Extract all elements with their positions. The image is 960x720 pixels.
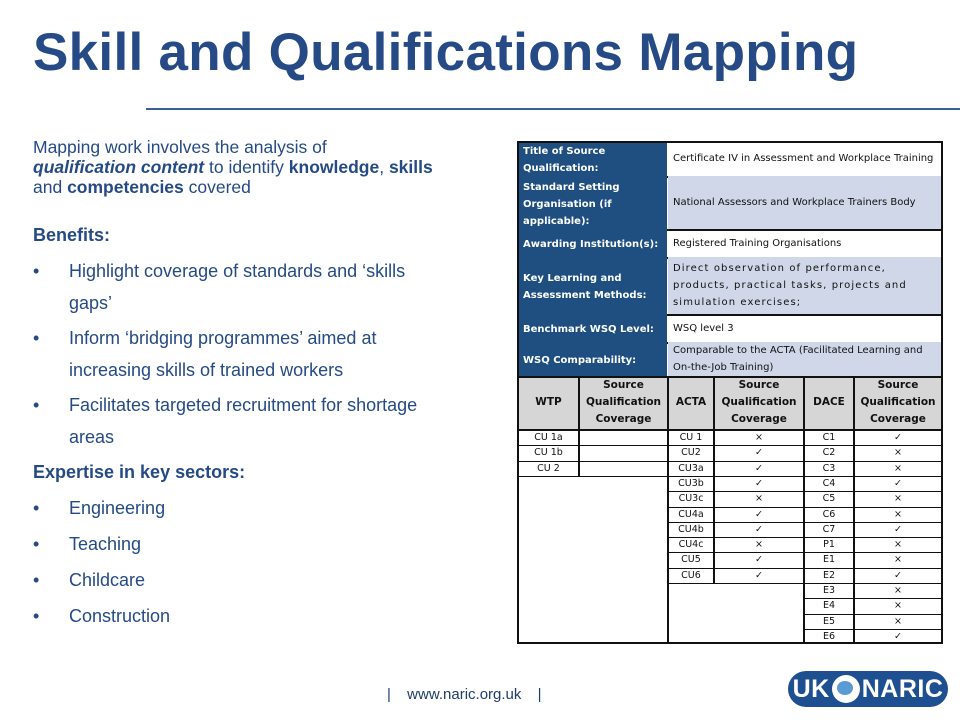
cross-icon: × — [894, 508, 902, 520]
cross-icon: × — [894, 600, 902, 612]
cross-icon: × — [755, 432, 763, 443]
row-value: Certificate IV in Assessment and Workplace Training — [673, 153, 934, 164]
acta-code: CU6 — [681, 569, 701, 581]
cross-icon: × — [894, 462, 902, 474]
cross-icon: × — [755, 539, 763, 551]
acta-code: CU2 — [681, 447, 701, 459]
benefits-heading: Benefits: — [33, 225, 111, 245]
intro-keyword: skills — [388, 157, 433, 177]
bullet-icon: • — [33, 498, 40, 518]
benefit-item — [33, 389, 453, 453]
check-icon: ✓ — [894, 477, 902, 489]
grid-line — [517, 376, 943, 378]
dace-code: P1 — [823, 539, 835, 551]
page-title: Skill and Qualifications Mapping — [33, 23, 859, 82]
globe-icon — [832, 675, 860, 703]
intro-keyword: competencies — [67, 177, 184, 197]
acta-code: CU4a — [678, 508, 704, 520]
sector-text: Engineering — [69, 498, 166, 518]
acta-code: CU4b — [678, 523, 704, 535]
col-header-coverage: Source Qualification Coverage — [580, 376, 667, 429]
wtp-code: CU 2 — [537, 462, 560, 474]
check-icon: ✓ — [755, 462, 763, 474]
acta-code: CU3a — [678, 462, 704, 474]
cross-icon: × — [894, 615, 902, 627]
footer — [375, 686, 554, 703]
bullet-icon: • — [33, 606, 40, 626]
acta-code: CU3b — [678, 477, 704, 489]
cross-icon: × — [894, 493, 902, 505]
dace-code: E6 — [822, 630, 836, 642]
check-icon: ✓ — [755, 554, 763, 566]
intro-part: Mapping work involves the analysis of — [33, 137, 327, 157]
sectors-heading: Expertise in key sectors: — [33, 462, 246, 482]
intro-part: , — [379, 157, 389, 177]
benefit-text: Facilitates targeted recruitment for shortage areas — [69, 395, 418, 447]
table-row — [517, 141, 943, 178]
check-icon: ✓ — [755, 477, 763, 489]
dace-code: E3 — [822, 585, 836, 596]
check-icon: ✓ — [894, 432, 902, 443]
acta-code: CU5 — [681, 554, 701, 566]
cross-icon: × — [894, 585, 902, 596]
bullet-icon: • — [33, 261, 40, 281]
row-value: Registered Training Organisations — [673, 237, 842, 249]
dace-code: C2 — [822, 447, 836, 459]
row-value: National Assessors and Workplace Trainers Body — [668, 176, 943, 229]
check-icon: ✓ — [755, 508, 763, 520]
col-header-acta: ACTA — [669, 376, 713, 429]
row-label: Awarding Institution(s): — [517, 229, 667, 257]
col-header-coverage: Source Qualification Coverage — [715, 376, 803, 429]
uk-naric-logo — [788, 671, 948, 707]
footer-separator: | — [537, 686, 542, 703]
intro-keyword: knowledge — [288, 157, 380, 177]
dace-code: E5 — [822, 615, 836, 627]
dace-code: C5 — [822, 493, 836, 505]
benefit-item — [33, 255, 453, 319]
row-label: Title of Source Qualification: — [517, 141, 667, 176]
dace-code: C3 — [822, 462, 836, 474]
dace-code: C4 — [822, 477, 836, 489]
check-icon: ✓ — [894, 523, 902, 535]
title-divider — [146, 108, 960, 110]
cross-icon: × — [894, 447, 902, 459]
wtp-code: CU 1a — [534, 432, 563, 443]
row-label: Key Learning and Assessment Methods: — [517, 257, 667, 314]
benefit-text: Inform ‘bridging programmes’ aimed at increasing skills of trained workers — [69, 328, 377, 380]
intro-emphasis: qualification content — [33, 157, 205, 177]
dace-code: C1 — [822, 432, 836, 443]
sector-item — [33, 564, 473, 596]
cross-icon: × — [894, 539, 902, 551]
logo-text-right: NARIC — [861, 674, 944, 703]
row-value: Comparable to the ACTA (Facilitated Learning and On-the-Job Training) — [668, 342, 943, 376]
footer-separator: | — [387, 686, 391, 703]
footer-url-link[interactable]: www.naric.org.uk — [407, 686, 522, 703]
bullet-icon: • — [33, 395, 40, 415]
row-label: Benchmark WSQ Level: — [517, 314, 667, 342]
grid-line — [517, 476, 669, 477]
dace-code: C7 — [822, 523, 836, 535]
check-icon: ✓ — [755, 569, 763, 581]
table-row — [517, 342, 943, 378]
check-icon: ✓ — [894, 569, 902, 581]
grid-line — [578, 376, 580, 477]
intro-part: to identify — [204, 157, 289, 177]
table-row — [517, 314, 943, 344]
sector-text: Childcare — [69, 570, 146, 590]
acta-code: CU 1 — [679, 432, 703, 443]
dace-code: C6 — [822, 508, 836, 520]
row-value: WSQ level 3 — [673, 322, 734, 334]
table-row — [517, 229, 943, 259]
logo-text-left: UK — [792, 674, 830, 703]
row-label: WSQ Comparability: — [517, 342, 667, 376]
benefit-item — [33, 322, 453, 386]
wtp-code: CU 1b — [534, 447, 563, 459]
check-icon: ✓ — [755, 447, 763, 459]
bullet-icon: • — [33, 534, 40, 554]
col-header-dace: DACE — [805, 376, 853, 429]
col-header-coverage: Source Qualification Coverage — [855, 376, 941, 429]
acta-code: CU3c — [678, 493, 704, 505]
check-icon: ✓ — [755, 523, 763, 535]
acta-code: CU4c — [678, 539, 704, 551]
dace-code: E4 — [822, 600, 836, 612]
bullet-icon: • — [33, 570, 40, 590]
bullet-icon: • — [33, 328, 40, 348]
dace-code: E1 — [822, 554, 836, 566]
row-label: Standard Setting Organisation (if applicable): — [517, 176, 667, 229]
row-value: Direct observation of performance, products, practical tasks, projects and simulation exercises; — [668, 257, 943, 314]
grid-line — [667, 583, 805, 584]
sector-item — [33, 492, 473, 524]
sector-item — [33, 600, 473, 632]
sector-text: Teaching — [69, 534, 142, 554]
sector-item — [33, 528, 473, 560]
intro-text: Mapping work involves the analysis of qualification content to identify knowledge, skills and competencies covered — [33, 137, 433, 197]
dace-code: E2 — [822, 569, 836, 581]
intro-part: covered — [183, 177, 251, 197]
left-column — [33, 137, 483, 626]
table-row — [517, 257, 943, 316]
check-icon: ✓ — [894, 630, 902, 642]
cross-icon: × — [755, 493, 763, 505]
benefit-text: Highlight coverage of standards and ‘skills gaps’ — [69, 261, 406, 313]
sector-text: Construction — [69, 606, 171, 626]
table-row — [517, 176, 943, 231]
cross-icon: × — [894, 554, 902, 566]
col-header-wtp: WTP — [519, 376, 578, 429]
